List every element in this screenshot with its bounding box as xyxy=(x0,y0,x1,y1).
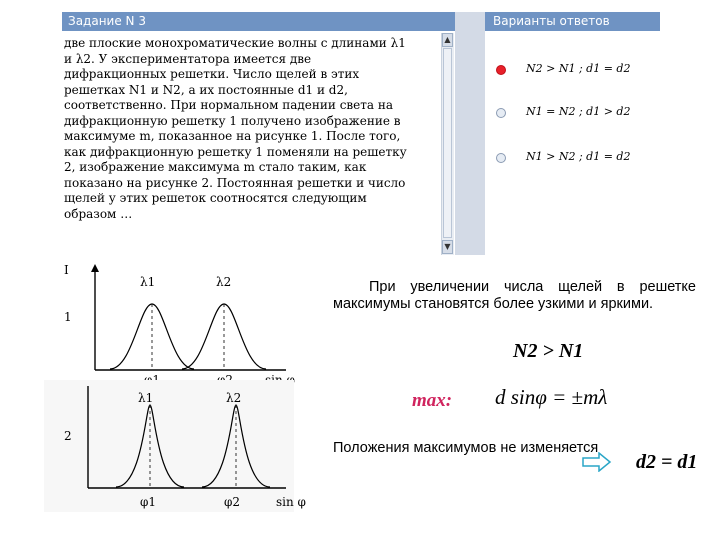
grating-constant-relation: d2 = d1 xyxy=(636,451,698,473)
peak2-label: λ2 xyxy=(226,391,242,405)
question-line: две плоские монохроматические волны с длинами λ1 xyxy=(64,36,406,50)
graph-number: 1 xyxy=(64,310,72,324)
answer-option-label[interactable]: N2 > N1 ; d1 = d2 xyxy=(526,62,631,75)
phi1-label: φ1 xyxy=(140,495,157,509)
answer-option-1[interactable] xyxy=(496,62,666,80)
question-line: дифракционных решетки. Число щелей в этих xyxy=(64,67,360,81)
grating-equation: d sinφ = ±mλ xyxy=(495,385,608,409)
peak2-label: λ2 xyxy=(216,275,232,289)
answers-title: Варианты ответов xyxy=(493,14,610,28)
peak1-label: λ1 xyxy=(140,275,156,289)
scrollbar-thumb[interactable] xyxy=(443,48,452,238)
diffraction-graph-2 xyxy=(40,380,330,520)
phi2-label: φ2 xyxy=(224,495,241,509)
x-axis-label: sin φ xyxy=(276,495,306,509)
answer-option-label[interactable]: N1 = N2 ; d1 > d2 xyxy=(526,105,631,118)
question-header xyxy=(62,12,455,31)
question-line: решетках N1 и N2, а их постоянные d1 и d2, xyxy=(64,82,348,97)
maximum-label: max: xyxy=(412,390,453,411)
graph-number: 2 xyxy=(64,429,72,443)
explanation-text: При увеличении числа щелей в решетке максимумы становятся более узкими и яркими. xyxy=(333,279,696,312)
radio-unselected-icon[interactable] xyxy=(496,153,506,163)
question-line: щелей у этих решеток соотносятся следующим xyxy=(64,191,367,205)
panel-divider xyxy=(455,12,485,255)
peak1-label: λ1 xyxy=(138,391,154,405)
question-title: Задание N 3 xyxy=(68,14,146,28)
intensity-axis-label: I xyxy=(64,263,69,277)
answer-option-2[interactable] xyxy=(496,105,666,123)
answer-option-3[interactable] xyxy=(496,150,666,168)
question-text xyxy=(64,36,434,222)
radio-selected-icon[interactable] xyxy=(496,65,506,75)
question-line: максимуме m, показанное на рисунке 1. После того, xyxy=(64,129,401,143)
question-line: как дифракционную решетку 1 поменяли на решетку xyxy=(64,144,407,159)
slit-count-relation: N2 > N1 xyxy=(513,340,584,362)
diffraction-graph-1 xyxy=(60,262,330,387)
question-line: показано на рисунке 2. Постоянная решетки и число xyxy=(64,175,406,190)
y-axis-arrow-icon xyxy=(91,264,99,272)
question-line: 2, изображение максимума m стало таким, как xyxy=(64,160,367,174)
scroll-up-arrow-icon[interactable]: ▲ xyxy=(442,33,453,47)
question-line: образом … xyxy=(64,206,133,221)
question-line: и λ2. У экспериментатора имеется две xyxy=(64,51,312,66)
question-line: дифракционную решетку 1 получено изображение в xyxy=(64,113,401,128)
positions-text: Положения максимумов не изменяется xyxy=(333,440,599,456)
right-arrow-icon xyxy=(582,452,612,472)
answers-header xyxy=(485,12,660,31)
question-line: соответственно. При нормальном падении света на xyxy=(64,98,394,112)
radio-unselected-icon[interactable] xyxy=(496,108,506,118)
scroll-down-arrow-icon[interactable]: ▼ xyxy=(442,240,453,254)
graph2-background xyxy=(44,380,294,512)
answer-option-label[interactable]: N1 > N2 ; d1 = d2 xyxy=(526,150,631,163)
